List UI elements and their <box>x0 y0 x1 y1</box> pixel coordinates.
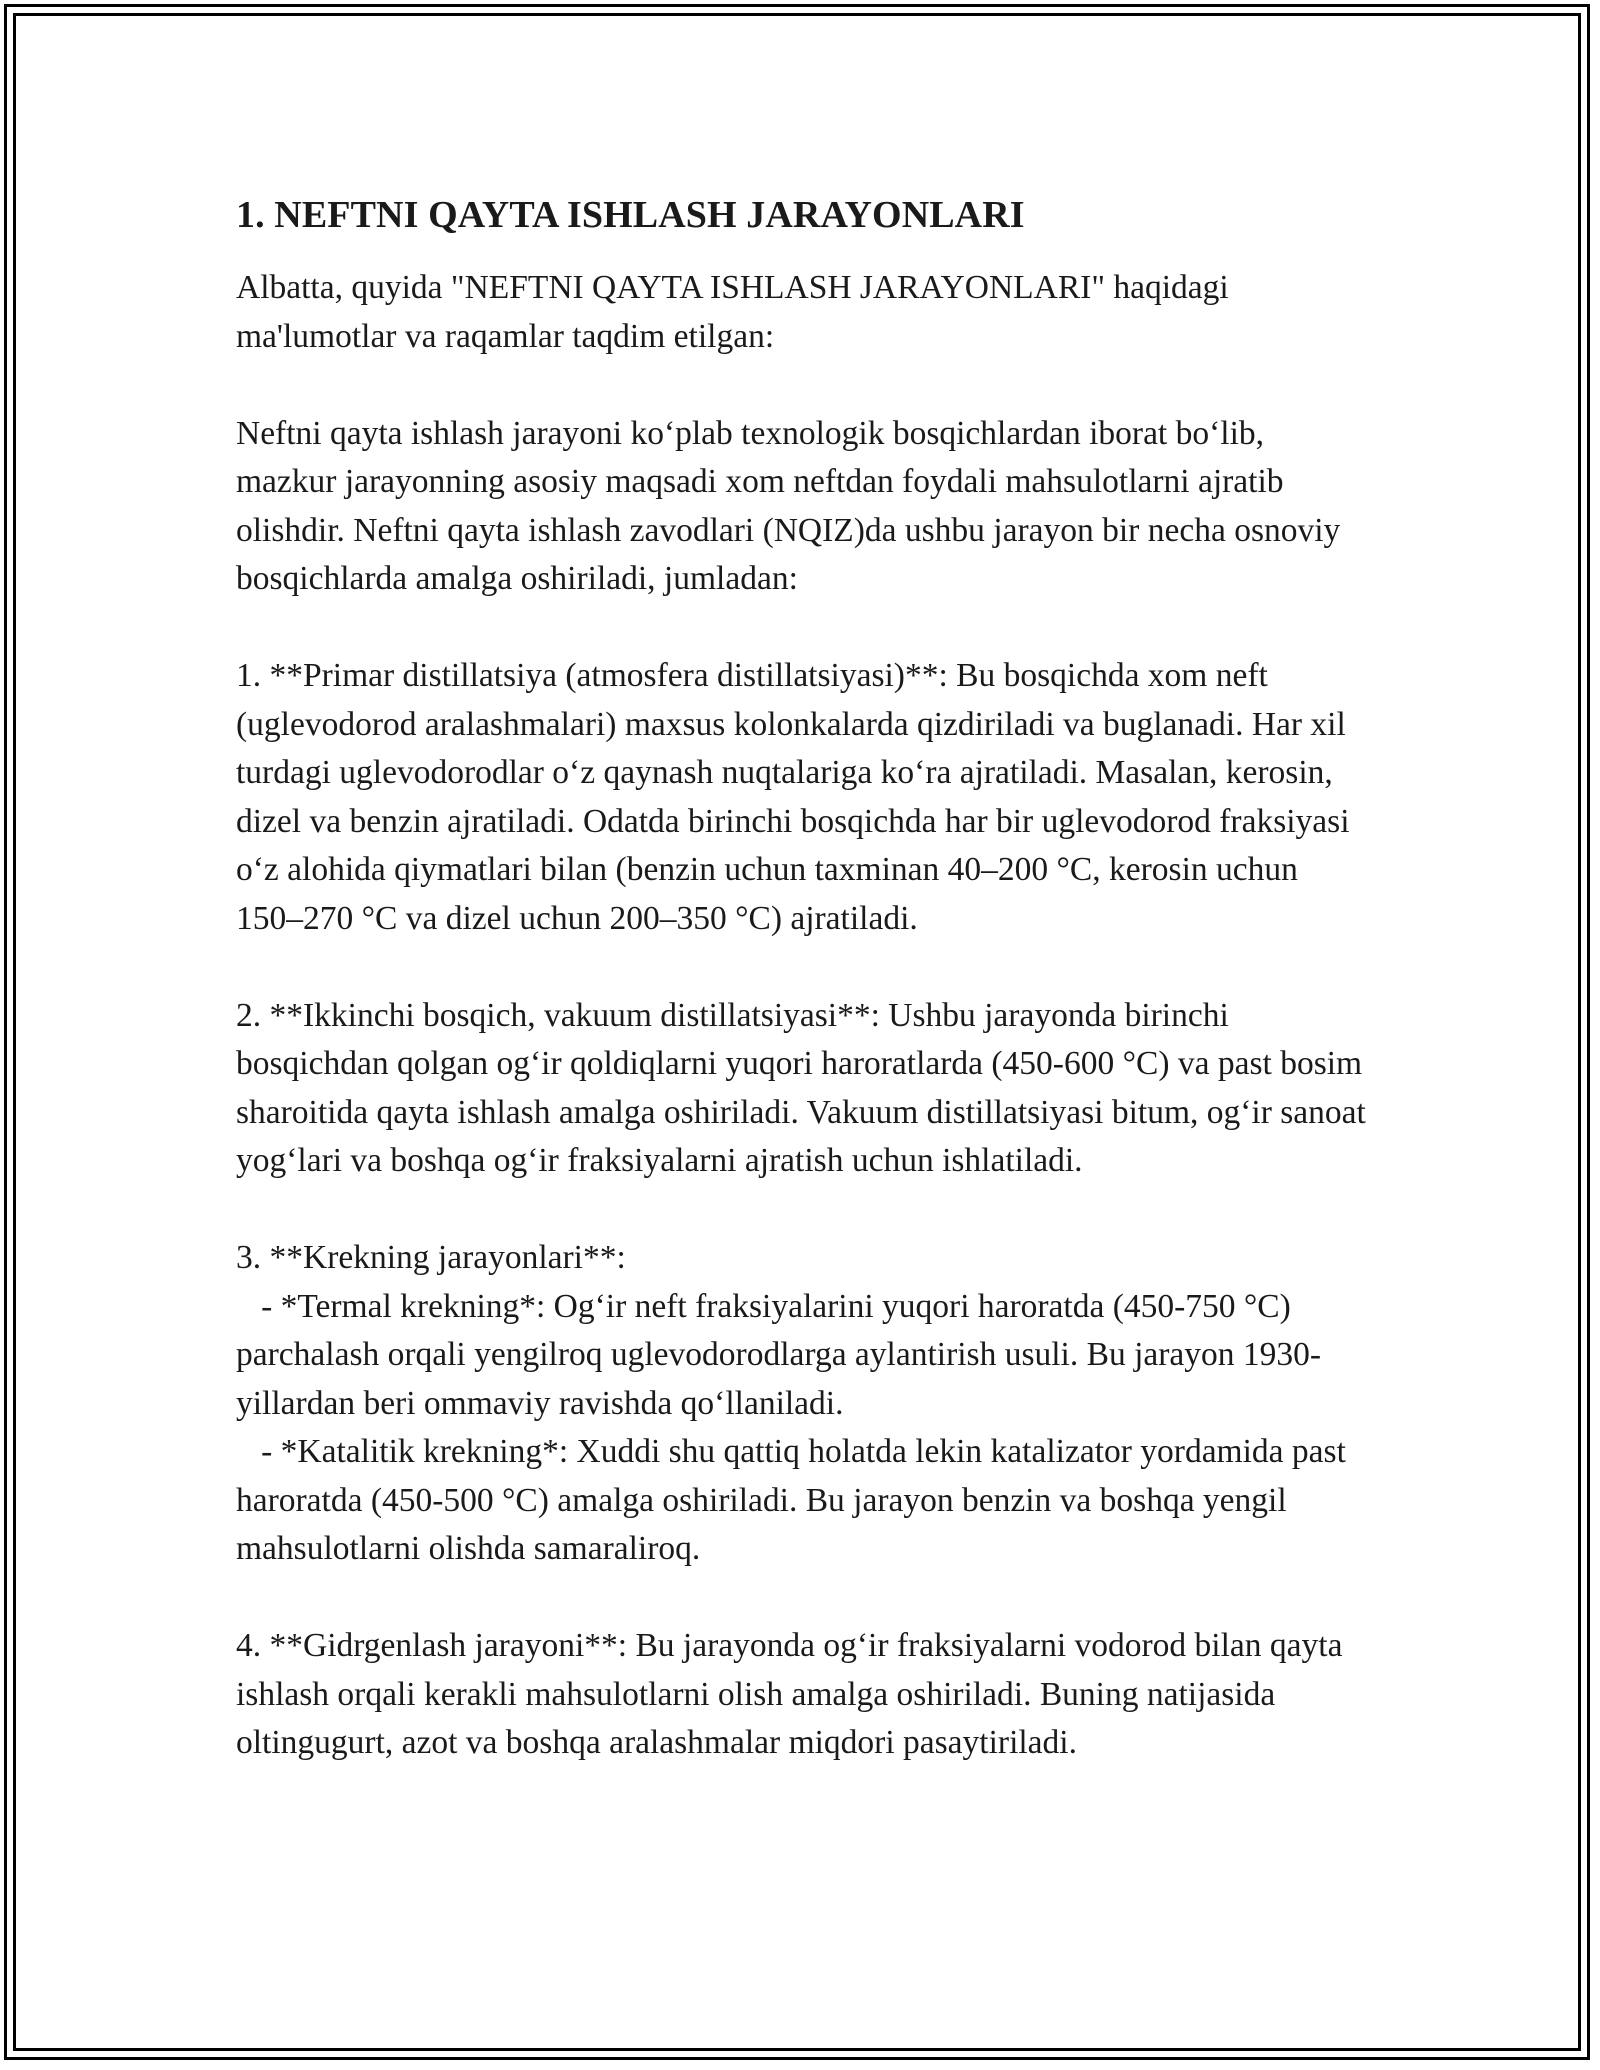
list-item-hydrogenation: 4. **Gidrgenlash jarayoni**: Bu jarayonda og‘ir fraksiyalarni vodorod bilan qayta ishlash orqali kerakli mahsulotlarni olish amalga oshiriladi. Buning natijasida oltingugurt, azot va boshqa aralashmalar miqdori pasaytiriladi. <box>236 1627 1351 1761</box>
list-item-vacuum-distillation: 2. **Ikkinchi bosqich, vakuum distillatsiyasi**: Ushbu jarayonda birinchi bosqichdan qolgan og‘ir qoldiqlarni yuqori haroratlarda (450-600 °C) va past bosim sharoitida qayta ishlash amalga oshiriladi. Vakuum distillatsiyasi bitum, og‘ir sanoat yog‘lari va boshqa og‘ir fraksiyalarni ajratish uchun ishlatiladi. <box>236 996 1375 1179</box>
paragraph-spacer <box>236 361 1366 410</box>
paragraph-spacer <box>236 604 1366 653</box>
document-heading: 1. NEFTNI QAYTA ISHLASH JARAYONLARI <box>236 194 1025 236</box>
paragraph-spacer <box>236 1574 1366 1623</box>
document-body <box>236 186 1375 1768</box>
overview-paragraph: Neftni qayta ishlash jarayoni ko‘plab texnologik bosqichlardan iborat bo‘lib, mazkur jarayonning asosiy maqsadi xom neftdan foydali mahsulotlarni ajratib olishdir. Neftni qayta ishlash zavodlari (NQIZ)da ushbu jarayon bir necha osnoviy bosqichlarda amalga oshiriladi, jumladan: <box>236 414 1349 597</box>
list-item-cracking-title: 3. **Krekning jarayonlari**: <box>236 1239 626 1276</box>
paragraph-spacer <box>236 943 1366 992</box>
list-subitem-catalytic-cracking: - *Katalitik krekning*: Xuddi shu qattiq holatda lekin katalizator yordamida past haroratda (450-500 °C) amalga oshiriladi. Bu jarayon benzin va boshqa yengil mahsulotlarni olishda samaraliroq. <box>236 1433 1355 1567</box>
intro-paragraph: Albatta, quyida "NEFTNI QAYTA ISHLASH JARAYONLARI" haqidagi ma'lumotlar va raqamlar taqdim etilgan: <box>236 269 1238 355</box>
list-item-primary-distillation: 1. **Primar distillatsiya (atmosfera distillatsiyasi)**: Bu bosqichda xom neft (uglevodorod aralashmalari) maxsus kolonkalarda qizdiriladi va buglanadi. Har xil turdagi uglevodorodlar o‘z qaynash nuqtalariga ko‘ra ajratiladi. Masalan, kerosin, dizel va benzin ajratiladi. Odatda birinchi bosqichda har bir uglevodorod fraksiyasi o‘z alohida qiymatlari bilan (benzin uchun taxminan 40–200 °C, kerosin uchun 150–270 °C va dizel uchun 200–350 °C) ajratiladi. <box>236 657 1358 937</box>
list-subitem-thermal-cracking: - *Termal krekning*: Og‘ir neft fraksiyalarini yuqori haroratda (450-750 °C) parchalash orqali yengilroq uglevodorodlarga aylantirish usuli. Bu jarayon 1930-yillardan beri ommaviy ravishda qo‘llaniladi. <box>236 1287 1322 1422</box>
paragraph-spacer <box>236 1186 1366 1235</box>
